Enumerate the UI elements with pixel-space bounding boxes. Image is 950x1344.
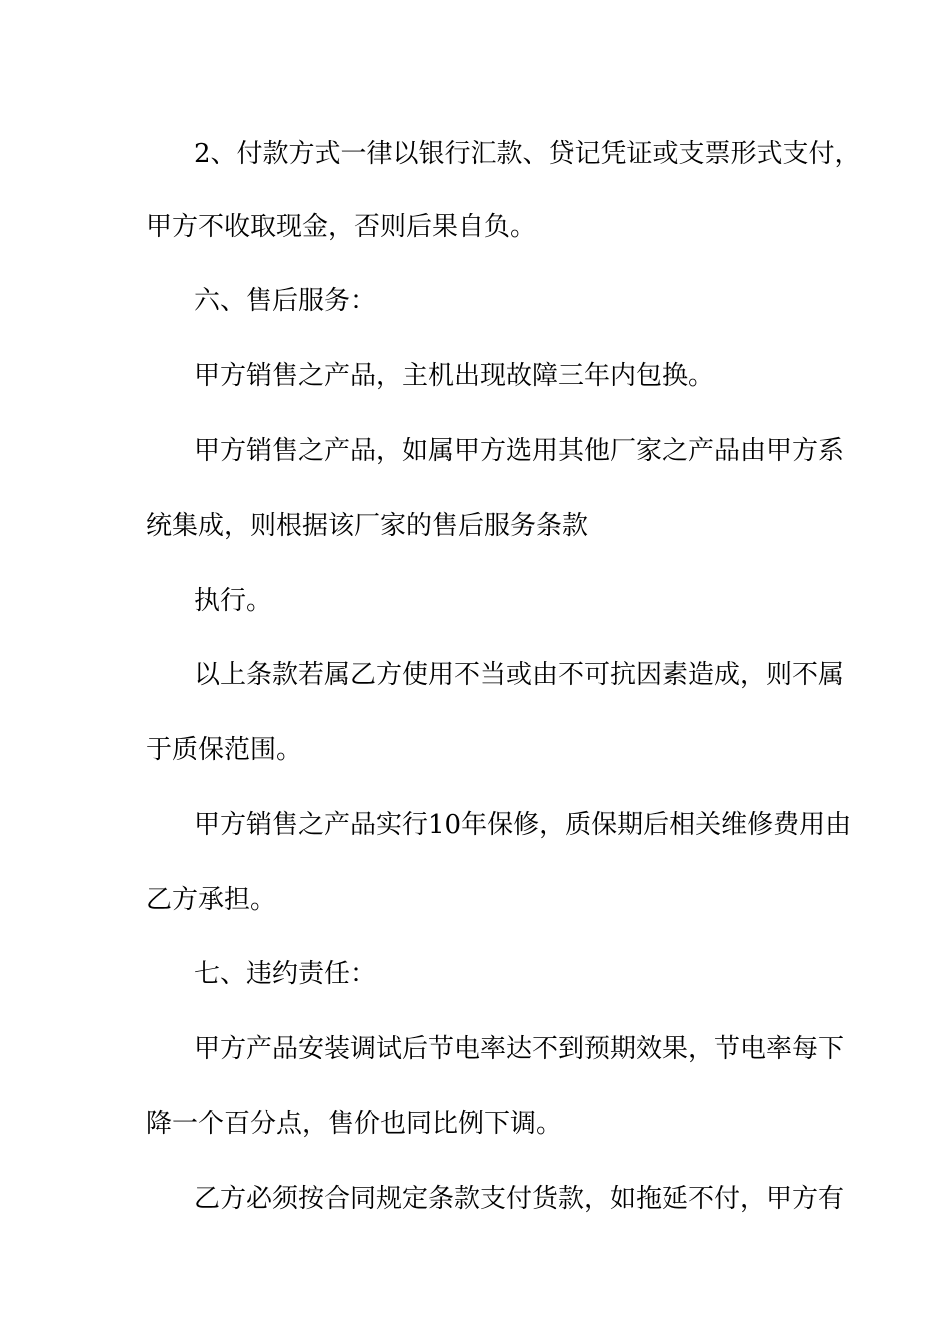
liability-line-1: 甲方产品安装调试后节电率达不到预期效果，节电率每下 <box>194 1034 845 1064</box>
warranty-line-1: 甲方销售之产品实行10年保修，质保期后相关维修费用由 <box>194 810 852 840</box>
warranty-line-2: 乙方承担。 <box>146 885 277 915</box>
section-heading-after-sales: 六、售后服务： <box>194 286 377 316</box>
payment-clause-line-1: 2、付款方式一律以银行汇款、贷记凭证或支票形式支付， <box>194 139 861 169</box>
section-heading-liability: 七、违约责任： <box>194 959 377 989</box>
liability-line-3: 乙方必须按合同规定条款支付货款，如拖延不付，甲方有 <box>194 1184 845 1214</box>
after-sales-line-2: 甲方销售之产品，如属甲方选用其他厂家之产品由甲方系 <box>194 436 845 466</box>
after-sales-line-5: 以上条款若属乙方使用不当或由不可抗因素造成，则不属 <box>194 660 845 690</box>
payment-clause-line-2: 甲方不收取现金，否则后果自负。 <box>146 212 537 242</box>
after-sales-line-4: 执行。 <box>194 586 273 616</box>
after-sales-line-1: 甲方销售之产品，主机出现故障三年内包换。 <box>194 361 715 391</box>
liability-line-2: 降一个百分点，售价也同比例下调。 <box>146 1109 563 1139</box>
after-sales-line-6: 于质保范围。 <box>146 735 303 765</box>
after-sales-line-3: 统集成，则根据该厂家的售后服务条款 <box>146 511 589 541</box>
